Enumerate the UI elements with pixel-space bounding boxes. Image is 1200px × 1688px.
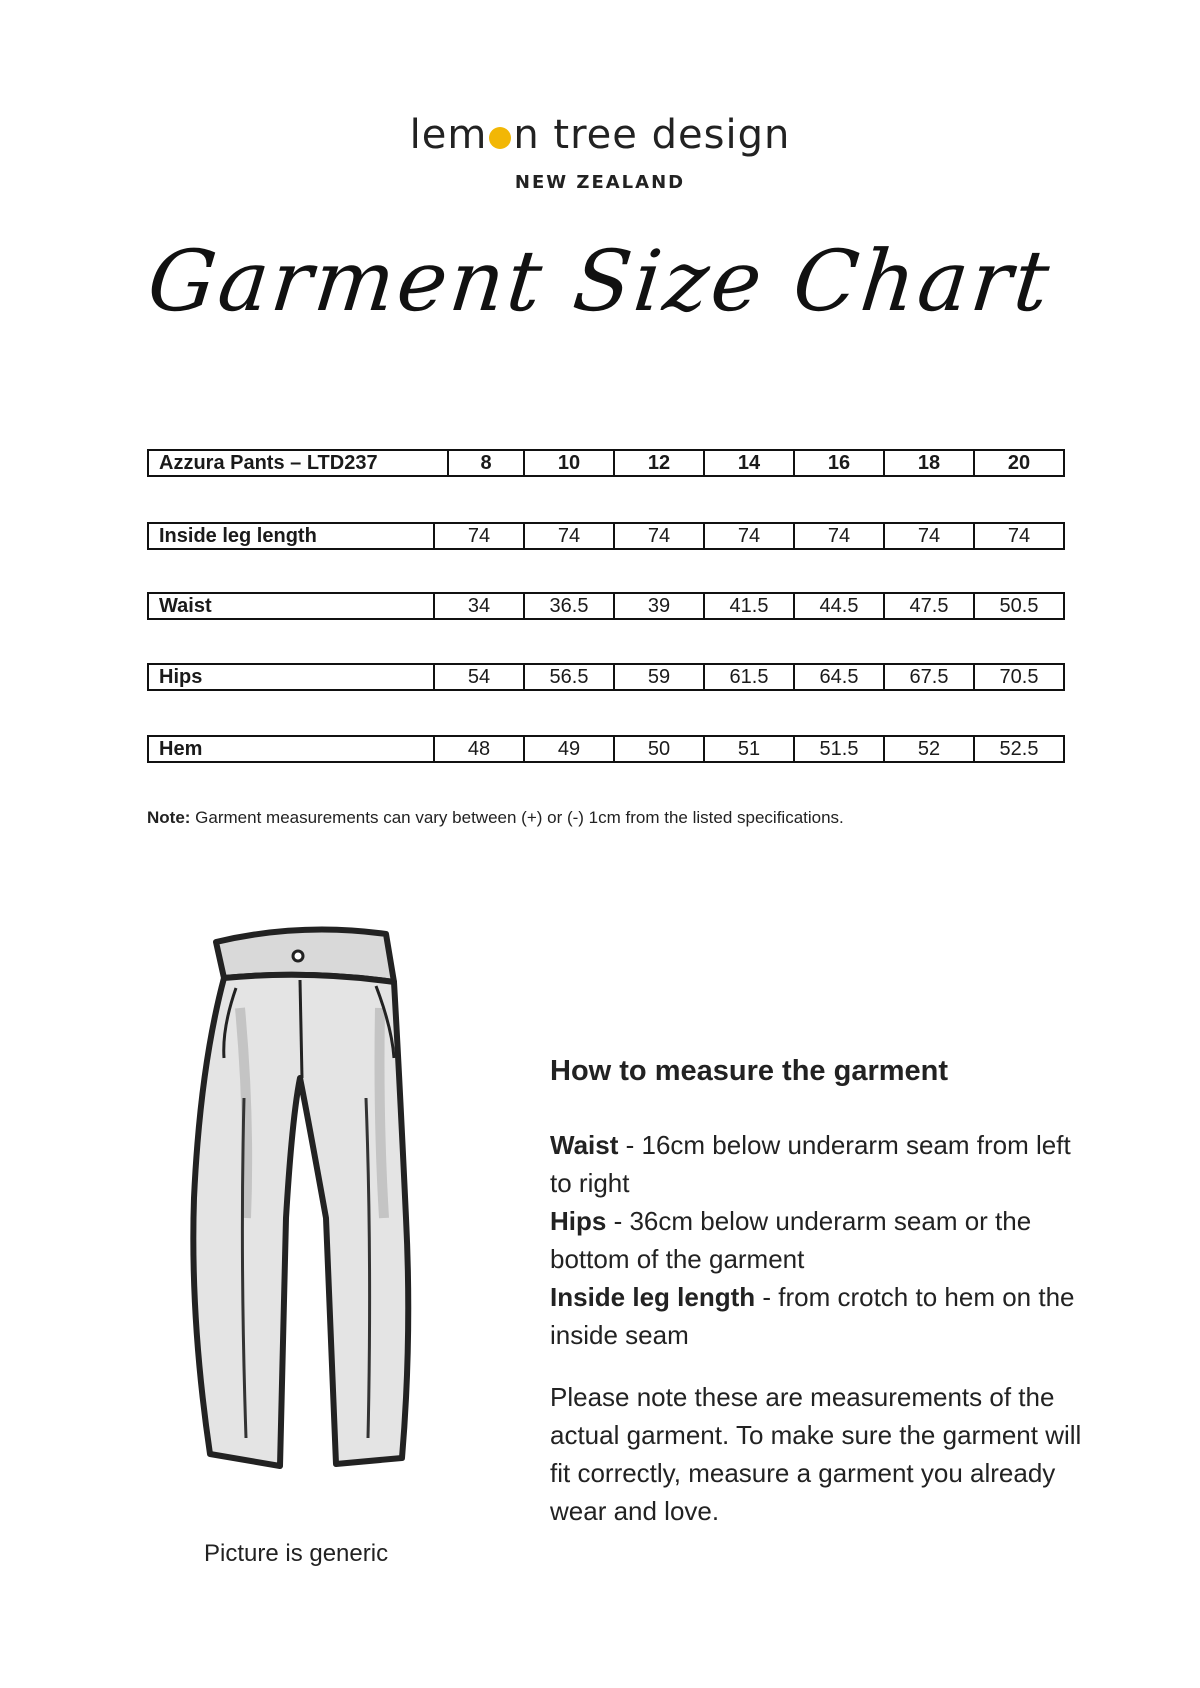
table-row-label: Inside leg length: [147, 522, 435, 550]
table-cell: 74: [435, 522, 525, 550]
brand-logo: [0, 112, 1200, 193]
fit-note-paragraph: Please note these are measurements of the actual garment. To make sure the garment will fit correctly, measure a garment you already wear and love.: [550, 1382, 1082, 1526]
table-row: [147, 735, 1065, 763]
brand-name-part2: n tree design: [513, 112, 791, 158]
table-cell: 74: [525, 522, 615, 550]
table-cell: 74: [705, 522, 795, 550]
table-cell: 59: [615, 663, 705, 691]
table-cell: 74: [975, 522, 1065, 550]
table-cell: 52.5: [975, 735, 1065, 763]
table-header-cell: 18: [885, 449, 975, 477]
table-cell: 64.5: [795, 663, 885, 691]
table-cell: 54: [435, 663, 525, 691]
table-header-row: [147, 449, 1065, 477]
measure-item: [550, 1278, 1090, 1354]
measure-desc: - 36cm below underarm seam or the bottom of the garment: [550, 1206, 1032, 1274]
table-cell: 70.5: [975, 663, 1065, 691]
measure-term: Hips: [550, 1206, 607, 1236]
table-cell: 50: [615, 735, 705, 763]
measure-desc: - 16cm below underarm seam from left to right: [550, 1130, 1071, 1198]
table-header-cell: 20: [975, 449, 1065, 477]
table-cell: 44.5: [795, 592, 885, 620]
table-cell: 52: [885, 735, 975, 763]
table-cell: 48: [435, 735, 525, 763]
measure-term: Waist: [550, 1130, 619, 1160]
illustration-caption: Picture is generic: [204, 1540, 389, 1567]
note-text: Garment measurements can vary between (+) or (-) 1cm from the listed specifications.: [190, 808, 844, 827]
table-cell: 74: [885, 522, 975, 550]
table-row-label: Hips: [147, 663, 435, 691]
measurement-note: [147, 808, 844, 828]
measure-term: Inside leg length: [550, 1282, 756, 1312]
table-cell: 34: [435, 592, 525, 620]
table-header-cell: Azzura Pants – LTD237: [147, 449, 449, 477]
table-cell: 51: [705, 735, 795, 763]
table-cell: 49: [525, 735, 615, 763]
page-title: Garment Size Chart: [143, 232, 1057, 330]
table-header-cell: 8: [449, 449, 525, 477]
table-cell: 50.5: [975, 592, 1065, 620]
table-cell: 74: [615, 522, 705, 550]
table-header-cell: 16: [795, 449, 885, 477]
table-row-label: Waist: [147, 592, 435, 620]
table-row: [147, 592, 1065, 620]
table-cell: 74: [795, 522, 885, 550]
pants-icon: [180, 918, 440, 1498]
brand-name: [0, 112, 1200, 158]
how-to-title: How to measure the garment: [550, 1055, 949, 1087]
measure-desc: - from crotch to hem on the inside seam: [550, 1282, 1075, 1350]
table-cell: 47.5: [885, 592, 975, 620]
table-cell: 61.5: [705, 663, 795, 691]
table-cell: 36.5: [525, 592, 615, 620]
note-label: Note:: [147, 808, 191, 827]
table-header-cell: 10: [525, 449, 615, 477]
brand-subtitle: NEW ZEALAND: [514, 172, 686, 193]
brand-name-part1: lem: [409, 112, 488, 158]
table-header-cell: 14: [705, 449, 795, 477]
pants-illustration: [180, 918, 440, 1498]
how-to-measure-section: [550, 1052, 1090, 1530]
table-row-label: Hem: [147, 735, 435, 763]
table-cell: 51.5: [795, 735, 885, 763]
table-row: [147, 522, 1065, 550]
measure-item: [550, 1126, 1090, 1202]
measure-item: [550, 1202, 1090, 1278]
table-cell: 67.5: [885, 663, 975, 691]
table-cell: 39: [615, 592, 705, 620]
lemon-dot-icon: [489, 127, 511, 149]
table-header-cell: 12: [615, 449, 705, 477]
table-cell: 56.5: [525, 663, 615, 691]
table-cell: 41.5: [705, 592, 795, 620]
table-row: [147, 663, 1065, 691]
